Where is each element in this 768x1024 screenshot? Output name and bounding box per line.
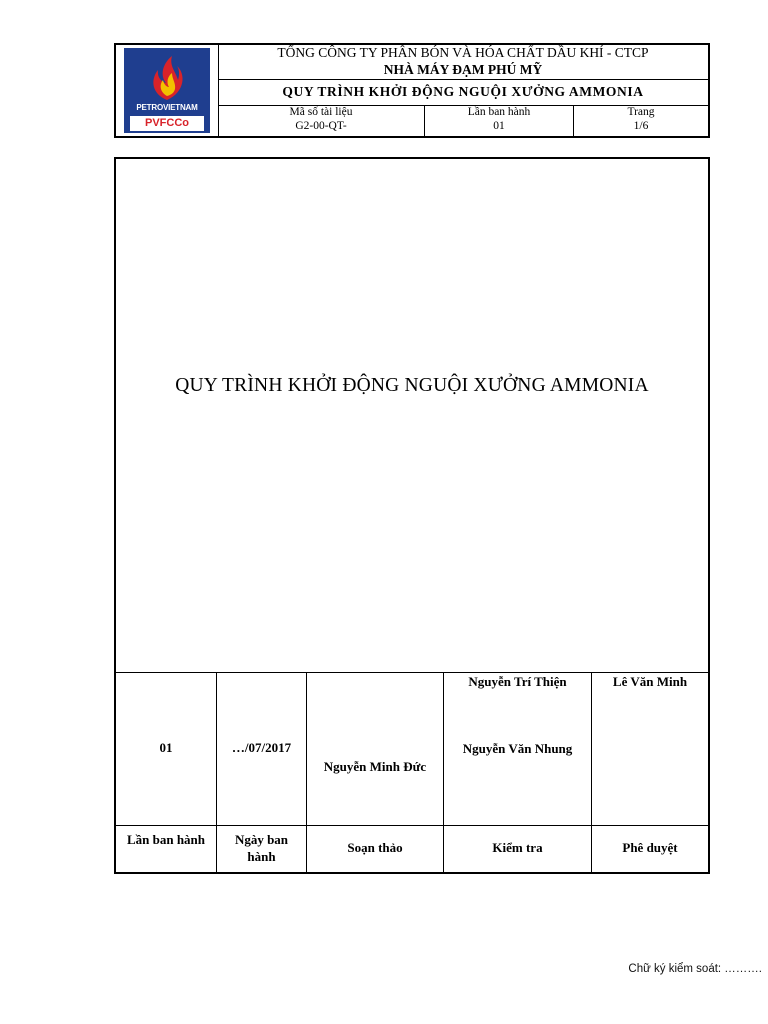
logo-cell xyxy=(116,45,219,136)
issue-cell xyxy=(425,105,574,136)
company-name: TỔNG CÔNG TY PHÂN BÓN VÀ HÓA CHẤT DẦU KHÍ - CTCP xyxy=(277,45,649,60)
petrovietnam-wordmark: PETROVIETNAM xyxy=(136,103,198,112)
approver-name: Lê Văn Minh xyxy=(612,674,688,689)
cover-page-frame xyxy=(114,157,710,874)
doc-code-cell xyxy=(218,105,425,136)
table-row-divider xyxy=(116,825,708,826)
control-signature-note: Chữ ký kiểm soát: ………. xyxy=(628,963,762,975)
issue-number: 01 xyxy=(159,740,173,755)
issue-date: …/07/2017 xyxy=(231,740,292,755)
issue-label: Lần ban hành xyxy=(467,106,531,118)
doc-code-value: G2-00-QT- xyxy=(295,120,347,132)
plant-name: NHÀ MÁY ĐẠM PHÚ MỸ xyxy=(218,61,708,80)
approved-label-cell: Phê duyệt xyxy=(622,840,678,855)
pvfcco-logo xyxy=(124,48,210,133)
date-label-cell: Ngày ban hành xyxy=(234,832,289,864)
doc-code-label: Mã số tài liệu xyxy=(289,106,353,118)
checker-name-2: Nguyễn Văn Nhung xyxy=(462,741,573,756)
signature-table xyxy=(116,672,708,873)
flame-icon xyxy=(142,54,192,102)
pvfcco-wordmark: PVFCCo xyxy=(130,116,204,131)
page-value: 1/6 xyxy=(633,120,649,132)
checker-name-1: Nguyễn Trí Thiện xyxy=(468,674,567,689)
checked-label-cell: Kiểm tra xyxy=(492,840,543,855)
issue-value: 01 xyxy=(493,120,505,132)
page-cell xyxy=(574,105,708,136)
prepared-by-name: Nguyễn Minh Đức xyxy=(323,759,427,774)
issue-label-cell: Lần ban hành xyxy=(126,832,206,847)
header-procedure-title: QUY TRÌNH KHỞI ĐỘNG NGUỘI XƯỞNG AMMONIA xyxy=(218,79,708,106)
document-header xyxy=(114,43,710,138)
document-title: QUY TRÌNH KHỞI ĐỘNG NGUỘI XƯỞNG AMMONIA xyxy=(175,375,649,396)
page-label: Trang xyxy=(627,106,655,118)
prepared-label-cell: Soạn thảo xyxy=(347,840,403,855)
